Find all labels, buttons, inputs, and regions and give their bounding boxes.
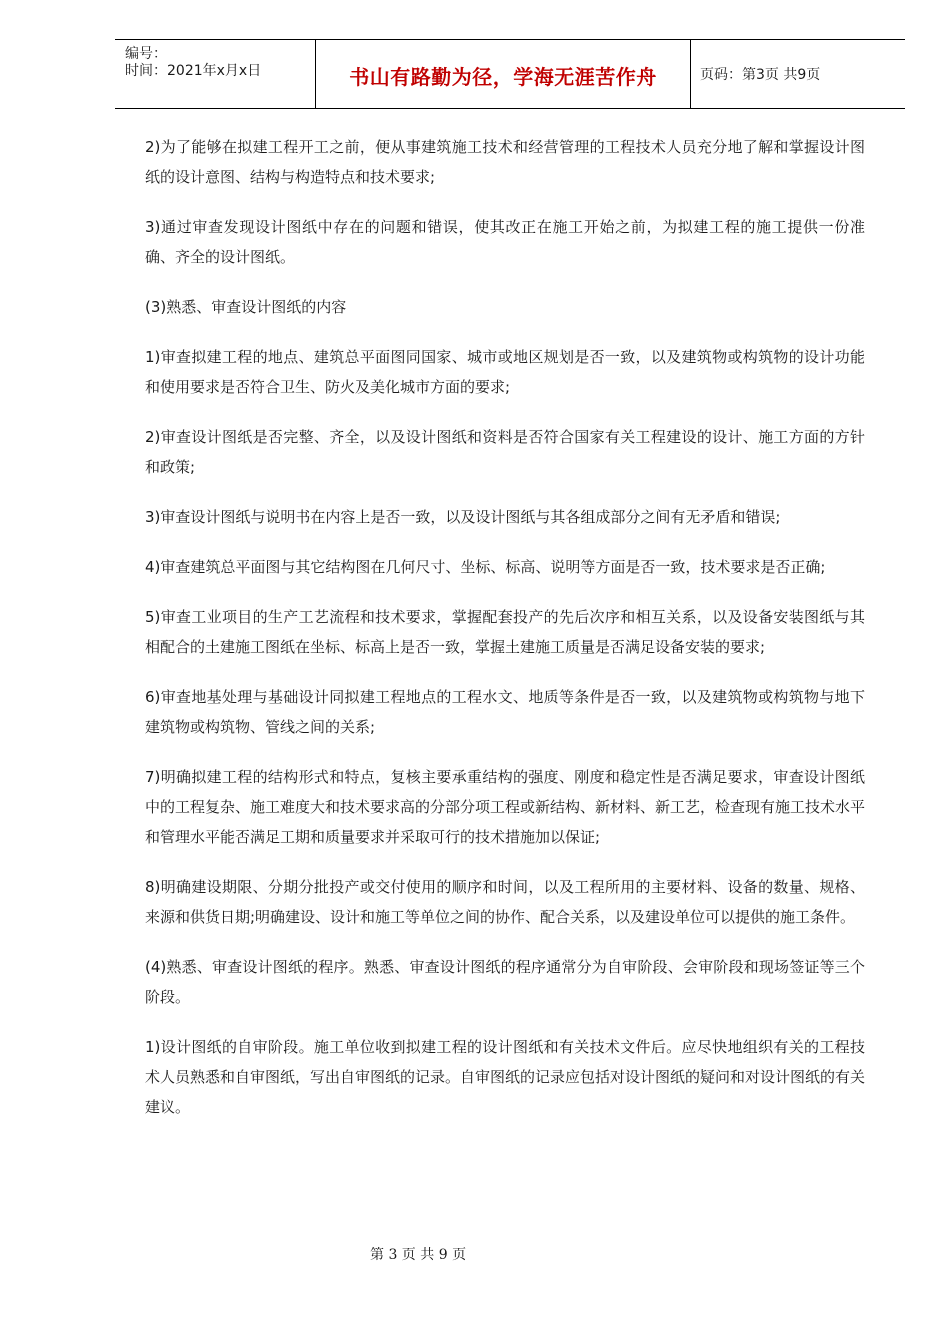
document-time-label: 时间：2021年x月x日	[125, 63, 262, 79]
paragraph: 2)为了能够在拟建工程开工之前，便从事建筑施工技术和经营管理的工程技术人员充分地了解和掌握设计图纸的设计意图、结构与构造特点和技术要求;	[145, 138, 865, 186]
paragraph: 4)审查建筑总平面图与其它结构图在几何尺寸、坐标、标高、说明等方面是否一致，技术要求是否正确;	[145, 558, 826, 576]
header-motto: 书山有路勤为径，学海无涯苦作舟	[349, 64, 657, 89]
header-page-number: 页码：第3页 共9页	[700, 67, 821, 83]
paragraph: 2)审查设计图纸是否完整、齐全，以及设计图纸和资料是否符合国家有关工程建设的设计、施工方面的方针和政策;	[145, 428, 865, 476]
paragraph: 3)审查设计图纸与说明书在内容上是否一致，以及设计图纸与其各组成部分之间有无矛盾和错误;	[145, 508, 781, 526]
page-header	[115, 39, 905, 109]
section-heading: (3)熟悉、审查设计图纸的内容	[145, 298, 347, 316]
page-footer	[0, 1244, 950, 1264]
paragraph: 3)通过审查发现设计图纸中存在的问题和错误，使其改正在施工开始之前，为拟建工程的施工提供一份准确、齐全的设计图纸。	[145, 218, 865, 266]
document-number-label: 编号：	[125, 46, 167, 62]
header-motto-cell	[316, 40, 691, 108]
header-page-cell	[691, 40, 905, 108]
document-body	[145, 132, 865, 1142]
paragraph: 6)审查地基处理与基础设计同拟建工程地点的工程水文、地质等条件是否一致，以及建筑物或构筑物与地下建筑物或构筑物、管线之间的关系;	[145, 688, 865, 736]
paragraph: 8)明确建设期限、分期分批投产或交付使用的顺序和时间，以及工程所用的主要材料、设备的数量、规格、来源和供货日期;明确建设、设计和施工等单位之间的协作、配合关系，以及建设单位可以提供的施工条件。	[145, 878, 865, 926]
header-meta-cell	[115, 40, 316, 108]
footer-page-number: 第 3 页 共 9 页	[370, 1247, 467, 1263]
paragraph: 7)明确拟建工程的结构形式和特点，复核主要承重结构的强度、刚度和稳定性是否满足要求，审查设计图纸中的工程复杂、施工难度大和技术要求高的分部分项工程或新结构、新材料、新工艺，检查现有施工技术水平和管理水平能否满足工期和质量要求并采取可行的技术措施加以保证;	[145, 768, 866, 846]
paragraph: 5)审查工业项目的生产工艺流程和技术要求，掌握配套投产的先后次序和相互关系，以及设备安装图纸与其相配合的土建施工图纸在坐标、标高上是否一致，掌握土建施工质量是否满足设备安装的要求;	[145, 608, 865, 656]
paragraph: 1)设计图纸的自审阶段。施工单位收到拟建工程的设计图纸和有关技术文件后。应尽快地组织有关的工程技术人员熟悉和自审图纸，写出自审图纸的记录。自审图纸的记录应包括对设计图纸的疑问和对设计图纸的有关建议。	[145, 1038, 866, 1116]
paragraph: (4)熟悉、审查设计图纸的程序。熟悉、审查设计图纸的程序通常分为自审阶段、会审阶段和现场签证等三个阶段。	[145, 958, 865, 1006]
paragraph: 1)审查拟建工程的地点、建筑总平面图同国家、城市或地区规划是否一致，以及建筑物或构筑物的设计功能和使用要求是否符合卫生、防火及美化城市方面的要求;	[145, 348, 865, 396]
